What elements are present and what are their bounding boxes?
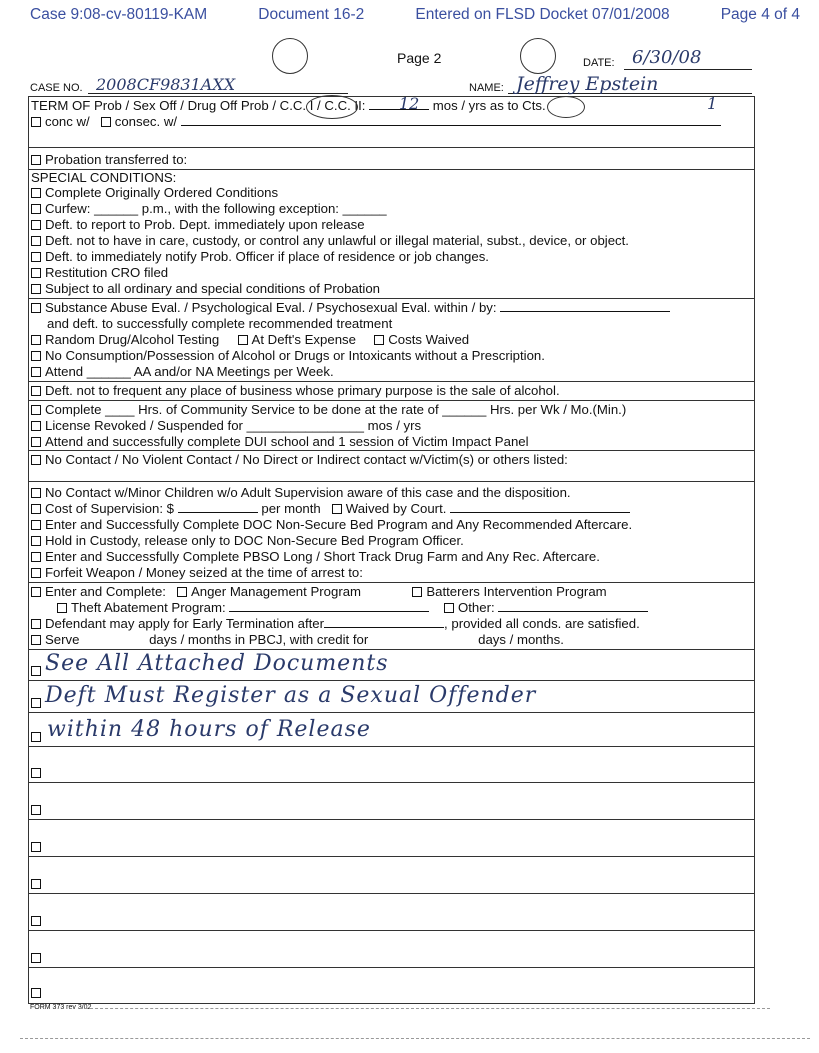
condition-checkbox[interactable]: [31, 504, 41, 514]
condition-checkbox[interactable]: [31, 268, 41, 278]
divider: [29, 582, 754, 583]
condition-checkbox[interactable]: [177, 587, 187, 597]
divider: [29, 712, 754, 713]
condition-checkbox[interactable]: [31, 252, 41, 262]
waived-blank: [450, 502, 630, 513]
condition-checkbox[interactable]: [31, 204, 41, 214]
condition-row: [31, 201, 387, 216]
date-line: [624, 69, 752, 70]
handwritten-note: Deft Must Register as a Sexual Offender: [45, 683, 537, 708]
condition-checkbox[interactable]: [31, 405, 41, 415]
condition-row: [31, 185, 278, 200]
condition-text: Curfew: ______ p.m., with the following exception: ______: [45, 201, 387, 216]
condition-checkbox[interactable]: [31, 386, 41, 396]
condition-checkbox[interactable]: [31, 536, 41, 546]
hand-row: [31, 839, 45, 854]
condition-checkbox[interactable]: [31, 988, 41, 998]
divider: [29, 893, 754, 894]
term-label: TERM OF Prob / Sex Off / Drug Off Prob / C.C. I / C.C. II:: [31, 98, 366, 113]
term-value: 12: [399, 94, 420, 113]
condition-text: No Contact w/Minor Children w/o Adult Supervision aware of this case and the disposition.: [45, 485, 571, 500]
handwritten-note: See All Attached Documents: [45, 651, 389, 676]
condition-text: Cost of Supervision: $: [45, 501, 175, 516]
condition-row: [31, 616, 640, 631]
condition-text: Attend ______ AA and/or NA Meetings per Week.: [45, 364, 334, 379]
condition-checkbox[interactable]: [374, 335, 384, 345]
condition-checkbox[interactable]: [31, 666, 41, 676]
divider: [29, 450, 754, 451]
condition-checkbox[interactable]: [31, 236, 41, 246]
condition-text: Enter and Successfully Complete PBSO Long / Short Track Drug Farm and Any Rec. Aftercare.: [45, 549, 600, 564]
docket-entry-date: Entered on FLSD Docket 07/01/2008: [415, 6, 670, 23]
condition-row: [31, 501, 630, 516]
conc-label: conc w/: [45, 114, 90, 129]
condition-text: Subject to all ordinary and special conditions of Probation: [45, 281, 381, 296]
condition-row: [31, 565, 363, 580]
condition-text: Deft. not to frequent any place of business whose primary purpose is the sale of alcohol.: [45, 383, 560, 398]
condition-checkbox[interactable]: [31, 437, 41, 447]
condition-text: Serve: [45, 632, 80, 647]
condition-checkbox[interactable]: [31, 698, 41, 708]
condition-checkbox[interactable]: [31, 335, 41, 345]
cost-blank: [178, 502, 258, 513]
condition-row: [31, 364, 334, 379]
condition-row: [31, 348, 545, 363]
divider: [29, 967, 754, 968]
condition-text: Theft Abatement Program:: [71, 600, 226, 615]
dashed-rule: [80, 1008, 770, 1009]
condition-row: [31, 549, 600, 564]
condition-text: , provided all conds. are satisfied.: [444, 616, 640, 631]
case-number-header: Case 9:08-cv-80119-KAM: [30, 6, 208, 23]
date-label: DATE:: [583, 57, 615, 69]
hole-circle-left: [272, 38, 308, 74]
condition-text: per month: [261, 501, 321, 516]
form-number: FORM 373 rev 3/02: [30, 1004, 92, 1011]
hand-row: [31, 913, 45, 928]
condition-text: Deft. to immediately notify Prob. Officer if place of residence or job changes.: [45, 249, 489, 264]
condition-row: [31, 452, 568, 467]
condition-checkbox[interactable]: [31, 351, 41, 361]
condition-checkbox[interactable]: [31, 188, 41, 198]
divider: [29, 649, 754, 650]
condition-row: [31, 434, 529, 449]
condition-checkbox[interactable]: [332, 504, 342, 514]
condition-checkbox[interactable]: [31, 879, 41, 889]
date-value: 6/30/08: [632, 47, 702, 68]
term-counts: 1: [707, 94, 718, 113]
document-number: Document 16-2: [258, 6, 365, 23]
condition-checkbox[interactable]: [31, 552, 41, 562]
condition-checkbox[interactable]: [31, 805, 41, 815]
consec-label: consec. w/: [114, 114, 178, 129]
hand-row: [31, 663, 45, 678]
dashed-rule: [20, 1038, 810, 1039]
other-blank: [498, 601, 648, 612]
special-conditions-heading: SPECIAL CONDITIONS:: [31, 170, 177, 185]
consec-checkbox[interactable]: [101, 117, 111, 127]
eval-blank: [500, 301, 670, 312]
condition-row: [31, 332, 469, 347]
condition-text: Deft. not to have in care, custody, or control any unlawful or illegal material, subst., device, or object.: [45, 233, 629, 248]
early-term-blank: [324, 617, 444, 628]
theft-blank: [229, 601, 429, 612]
condition-text: Attend and successfully complete DUI school and 1 session of Victim Impact Panel: [45, 434, 529, 449]
divider: [29, 782, 754, 783]
name-label: NAME:: [469, 82, 504, 94]
divider: [29, 381, 754, 382]
hand-row: [31, 876, 45, 891]
hand-row: [31, 802, 45, 817]
condition-text: Forfeit Weapon / Money seized at the time of arrest to:: [45, 565, 363, 580]
condition-checkbox[interactable]: [31, 953, 41, 963]
condition-row: [31, 383, 560, 398]
hand-row: [31, 765, 45, 780]
term-row: [31, 94, 718, 113]
condition-text: Random Drug/Alcohol Testing: [45, 332, 220, 347]
term-units: mos / yrs as to Cts.: [432, 98, 546, 113]
condition-text: Substance Abuse Eval. / Psychological Eval. / Psychosexual Eval. within / by:: [45, 300, 497, 315]
condition-checkbox[interactable]: [31, 732, 41, 742]
condition-text: Costs Waived: [388, 332, 470, 347]
condition-checkbox[interactable]: [444, 603, 454, 613]
divider: [29, 147, 754, 148]
condition-row: [57, 600, 648, 615]
condition-row: [31, 485, 571, 500]
condition-checkbox[interactable]: [31, 568, 41, 578]
condition-checkbox[interactable]: [31, 842, 41, 852]
condition-row: [31, 249, 489, 264]
page-number: Page 4 of 4: [720, 6, 800, 23]
condition-text: Anger Management Program: [190, 584, 362, 599]
probation-transferred-label: Probation transferred to:: [45, 152, 188, 167]
case-no-value: 2008CF9831AXX: [96, 75, 236, 94]
condition-checkbox[interactable]: [31, 520, 41, 530]
condition-text: days / months in PBCJ, with credit for: [149, 632, 369, 647]
condition-row: [31, 217, 365, 232]
page-label: Page 2: [397, 50, 442, 66]
condition-checkbox[interactable]: [31, 768, 41, 778]
condition-checkbox[interactable]: [31, 635, 41, 645]
condition-text: At Deft's Expense: [251, 332, 356, 347]
divider: [29, 298, 754, 299]
condition-text: Restitution CRO filed: [45, 265, 169, 280]
hand-row: [31, 985, 45, 1000]
condition-row: [31, 233, 629, 248]
condition-text: Complete Originally Ordered Conditions: [45, 185, 279, 200]
condition-row: [31, 517, 632, 532]
condition-checkbox[interactable]: [31, 619, 41, 629]
docket-header: [30, 6, 800, 24]
hand-row: [31, 950, 45, 965]
condition-checkbox[interactable]: [57, 603, 67, 613]
conc-checkbox[interactable]: [31, 117, 41, 127]
divider: [29, 680, 754, 681]
condition-row: [31, 632, 564, 647]
condition-checkbox[interactable]: [31, 284, 41, 294]
condition-row: [31, 300, 670, 315]
condition-row: [31, 265, 168, 280]
case-no-label: CASE NO.: [30, 82, 83, 94]
concurrent-row: [31, 114, 721, 129]
condition-checkbox[interactable]: [31, 421, 41, 431]
hand-row: [31, 695, 45, 710]
condition-checkbox[interactable]: [238, 335, 248, 345]
condition-checkbox[interactable]: [31, 455, 41, 465]
condition-text: Deft. to report to Prob. Dept. immediately upon release: [45, 217, 365, 232]
handwritten-note: within 48 hours of Release: [47, 717, 371, 742]
condition-text: Batterers Intervention Program: [426, 584, 607, 599]
condition-text: Waived by Court.: [345, 501, 447, 516]
condition-checkbox[interactable]: [31, 488, 41, 498]
condition-text: Defendant may apply for Early Termination after: [45, 616, 325, 631]
condition-text: No Consumption/Possession of Alcohol or Drugs or Intoxicants without a Prescription.: [45, 348, 545, 363]
condition-row: [31, 418, 421, 433]
divider: [29, 400, 754, 401]
condition-checkbox[interactable]: [31, 367, 41, 377]
condition-text: Enter and Successfully Complete DOC Non-Secure Bed Program and Any Recommended Aftercare.: [45, 517, 633, 532]
probation-transferred-checkbox[interactable]: [31, 155, 41, 165]
condition-checkbox[interactable]: [412, 587, 422, 597]
divider: [29, 819, 754, 820]
condition-row: [31, 584, 607, 599]
condition-text: days / months.: [478, 632, 564, 647]
divider: [29, 856, 754, 857]
condition-checkbox[interactable]: [31, 916, 41, 926]
condition-checkbox[interactable]: [31, 303, 41, 313]
divider: [29, 746, 754, 747]
divider: [29, 930, 754, 931]
condition-row: [31, 533, 464, 548]
condition-text: No Contact / No Violent Contact / No Direct or Indirect contact w/Victim(s) or others listed:: [45, 452, 568, 467]
condition-text: and deft. to successfully complete recommended treatment: [47, 316, 393, 331]
condition-checkbox[interactable]: [31, 220, 41, 230]
condition-text: Enter and Complete:: [45, 584, 166, 599]
condition-row: [31, 281, 380, 296]
condition-text: Other:: [458, 600, 495, 615]
name-value: Jeffrey Epstein: [516, 73, 659, 95]
condition-text: Hold in Custody, release only to DOC Non-Secure Bed Program Officer.: [45, 533, 464, 548]
divider: [29, 481, 754, 482]
special-conditions-form: [28, 96, 755, 1004]
hand-row: [31, 729, 45, 744]
hole-circle-right: [520, 38, 556, 74]
condition-checkbox[interactable]: [31, 587, 41, 597]
consec-blank: [181, 115, 721, 126]
condition-text: Complete ____ Hrs. of Community Service to be done at the rate of ______ Hrs. per Wk / Mo.(Min.): [45, 402, 627, 417]
condition-row: [31, 402, 626, 417]
condition-text: License Revoked / Suspended for ________________ mos / yrs: [45, 418, 422, 433]
probation-transferred-row: [31, 152, 187, 167]
